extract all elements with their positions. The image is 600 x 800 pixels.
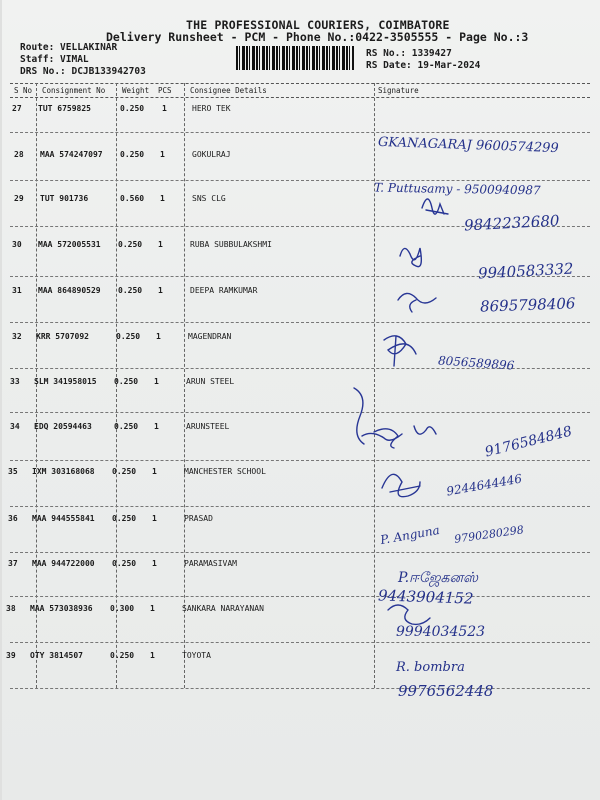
row-weight: 0.250 [118,240,143,249]
signature-text: 8056589896 [437,353,515,373]
row-consignee: HERO TEK [192,104,231,113]
row-pcs: 1 [158,240,163,249]
signature-text: GKANAGARAJ 9600574299 [377,134,559,157]
row-sno: 36 [8,514,18,523]
signature-text: 8695798406 [479,294,576,316]
row-weight: 0.250 [110,651,135,660]
table-row [2,332,600,352]
barcode-image [236,46,354,70]
signature-text: 9443904152 [377,586,474,608]
col-header-sno: S No [14,86,33,95]
table-row [2,377,600,397]
col-header-pcs: PCS [158,86,172,95]
signature-text: 9994034523 [396,624,486,640]
runsheet-page [2,0,600,800]
row-rule [10,596,590,597]
table-row [2,559,600,579]
signature-text: 9176584848 [483,423,574,461]
row-consignment: MAA 944555841 [32,514,95,523]
table-row [2,104,600,124]
row-sno: 31 [12,286,22,295]
row-weight: 0.250 [112,467,137,476]
row-consignee: TOYOTA [182,651,211,660]
route-label: Route: VELLAKINAR [20,42,118,53]
row-pcs: 1 [152,467,157,476]
row-consignment: IXM 303168068 [32,467,95,476]
drs-number: DRS No.: DCJB133942703 [20,66,146,77]
row-weight: 0.300 [110,604,135,613]
row-rule [10,460,590,461]
row-sno: 34 [10,422,20,431]
row-consignment: MAA 574247097 [40,150,103,159]
row-sno: 32 [12,332,22,341]
col-header-consignment: Consignment No [42,86,106,95]
row-rule [10,132,590,133]
signature-text: P. Anguna [379,522,441,548]
rs-number: RS No.: 1339427 [366,48,452,59]
row-consignment: KRR 5707092 [36,332,89,341]
row-pcs: 1 [162,104,167,113]
row-consignee: PRASAD [184,514,213,523]
row-pcs: 1 [150,651,155,660]
table-header-rule [10,97,590,98]
row-weight: 0.250 [116,332,141,341]
row-rule [10,688,590,689]
signature-text: T. Puttusamy - 9500940987 [373,180,541,198]
row-consignment: TUT 901736 [40,194,89,203]
row-pcs: 1 [160,150,165,159]
row-weight: 0.250 [120,104,145,113]
row-sno: 29 [14,194,24,203]
table-row [2,194,600,214]
row-consignment: SLM 341958015 [34,377,97,386]
staff-label: Staff: VIMAL [20,54,89,65]
row-sno: 39 [6,651,16,660]
row-sno: 33 [10,377,20,386]
row-rule [10,180,590,181]
table-top-rule [10,83,590,84]
row-weight: 0.250 [112,514,137,523]
row-consignee: GOKULRAJ [192,150,231,159]
row-sno: 30 [12,240,22,249]
row-consignment: MAA 572005531 [38,240,101,249]
row-weight: 0.250 [120,150,145,159]
row-sno: 37 [8,559,18,568]
row-weight: 0.560 [120,194,145,203]
signature-text: R. bombra [396,660,465,675]
row-pcs: 1 [152,514,157,523]
rs-date: RS Date: 19-Mar-2024 [366,60,481,71]
row-rule [10,506,590,507]
row-sno: 38 [6,604,16,613]
col-header-weight: Weight [122,86,150,95]
row-weight: 0.250 [114,422,139,431]
row-pcs: 1 [154,377,159,386]
row-pcs: 1 [152,559,157,568]
row-consignee: SANKARA NARAYANAN [182,604,264,613]
table-row [2,240,600,260]
row-consignment: MAA 864890529 [38,286,101,295]
row-rule [10,412,590,413]
row-consignee: ARUNSTEEL [186,422,230,431]
row-consignment: EDQ 20594463 [34,422,92,431]
signature-text: 9842232680 [463,211,560,235]
row-rule [10,552,590,553]
signature-text: 9976562448 [398,682,494,700]
row-consignee: MAGENDRAN [188,332,232,341]
row-consignee: MANCHESTER SCHOOL [184,467,266,476]
runsheet-subtitle: Delivery Runsheet - PCM - Phone No.:0422-3505555 - Page No.:3 [106,30,529,44]
row-pcs: 1 [160,194,165,203]
row-consignee: PARAMASIVAM [184,559,237,568]
row-rule [10,642,590,643]
table-row [2,604,600,624]
row-rule [10,322,590,323]
signature-text: 9940583332 [477,259,574,283]
row-consignee: SNS CLG [192,194,226,203]
row-consignment: MAA 573038936 [30,604,93,613]
row-weight: 0.250 [118,286,143,295]
row-sno: 28 [14,150,24,159]
row-consignment: MAA 944722000 [32,559,95,568]
row-consignee: ARUN STEEL [186,377,235,386]
row-pcs: 1 [156,332,161,341]
signature-text: 9790280298 [453,523,525,546]
row-consignee: RUBA SUBBULAKSHMI [190,240,272,249]
row-sno: 35 [8,467,18,476]
row-weight: 0.250 [112,559,137,568]
company-title: THE PROFESSIONAL COURIERS, COIMBATORE [186,18,450,32]
table-row [2,651,600,671]
row-consignee: DEEPA RAMKUMAR [190,286,258,295]
row-pcs: 1 [158,286,163,295]
row-pcs: 1 [150,604,155,613]
row-consignment: OTY 3814507 [30,651,83,660]
signature-text: 9244644446 [445,471,523,499]
col-header-signature: Signature [378,86,419,95]
row-pcs: 1 [154,422,159,431]
row-weight: 0.250 [114,377,139,386]
col-header-consignee: Consignee Details [190,86,267,95]
row-consignment: TUT 6759825 [38,104,91,113]
signature-text: P.ஈஜேகனஸ் [398,570,479,586]
row-sno: 27 [12,104,22,113]
